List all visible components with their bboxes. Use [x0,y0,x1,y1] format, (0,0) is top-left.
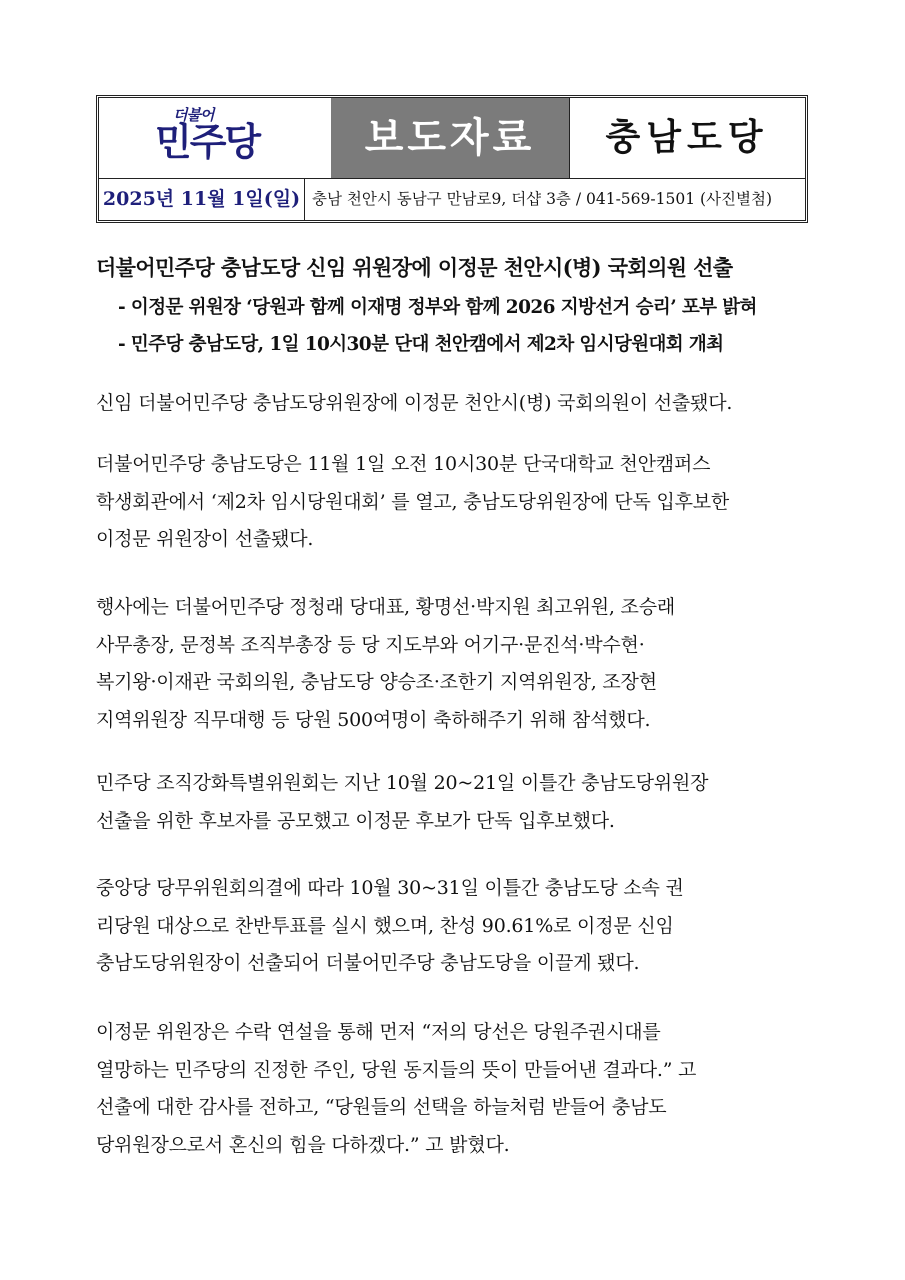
paragraph-line: 이정문 위원장이 선출됐다. [96,528,314,550]
body-paragraph-5 [96,870,812,983]
header-top-row [99,98,805,179]
body-paragraph-1 [96,385,812,423]
release-date: 2025년 11월 1일(일) [102,188,301,210]
body-paragraph-4 [96,765,812,840]
paragraph-line: 사무총장, 문정복 조직부총장 등 당 지도부와 어기구·문진석·박수현· [96,633,645,656]
paragraph-line: 중앙당 당무위원회의결에 따라 10월 30~31일 이틀간 충남도당 소속 권 [96,877,684,899]
paragraph-line: 선출에 대한 감사를 전하고, “당원들의 선택을 하늘처럼 받들어 충남도 [96,1096,667,1118]
paragraph-line: 충남도당위원장이 선출되어 더불어민주당 충남도당을 이끌게 됐다. [96,952,640,974]
address-cell [304,178,805,220]
org-cell [569,98,805,178]
paragraph-line: 지역위원장 직무대행 등 당원 500여명이 축하해주기 위해 참석했다. [96,708,651,731]
paragraph-line: 리당원 대상으로 찬반투표를 실시 했으며, 찬성 90.61%로 이정문 신임 [96,914,674,937]
paragraph-line: 신임 더불어민주당 충남도당위원장에 이정문 천안시(병) 국회의원이 선출됐다. [96,392,733,414]
logo-small-text: 더불어 [173,106,214,124]
body-paragraph-6 [96,1014,812,1164]
paragraph-line: 민주당 조직강화특별위원회는 지난 10월 20~21일 이틀간 충남도당위원장 [96,772,709,794]
doc-type-cell [331,98,570,178]
paragraph-line: 선출을 위한 후보자를 공모했고 이정문 후보가 단독 입후보했다. [96,809,615,832]
header-table [96,95,808,223]
org-name: 충남도당 [605,117,769,158]
body-paragraph-3 [96,589,812,739]
paragraph-line: 복기왕·이재관 국회의원, 충남도당 양승조·조한기 지역위원장, 조장현 [96,671,657,693]
headline: 더불어민주당 충남도당 신임 위원장에 이정문 천안시(병) 국회의원 선출 [96,255,733,280]
office-address: 충남 천안시 동남구 만남로9, 더샵 3층 / 041-569-1501 (사진별첨) [312,190,772,208]
subheadline-1: - 이정문 위원장 ‘당원과 함께 이재명 정부와 함께 2026 지방선거 승리’ 포부 밝혀 [118,297,757,318]
paragraph-line: 당위원장으로서 혼신의 힘을 다하겠다.” 고 밝혔다. [96,1133,510,1156]
logo-main-text: 민주당 [155,120,260,164]
date-cell [99,178,305,220]
subheadline-2: - 민주당 충남도당, 1일 10시30분 단대 천안캠에서 제2차 임시당원대회 개최 [118,334,724,355]
paragraph-line: 학생회관에서 ‘제2차 임시당원대회’ 를 열고, 충남도당위원장에 단독 입후보한 [96,490,730,513]
paragraph-line: 더불어민주당 충남도당은 11월 1일 오전 10시30분 단국대학교 천안캠퍼스 [96,453,711,475]
doc-type-title: 보도자료 [364,115,536,161]
body-paragraph-2 [96,446,812,559]
paragraph-line: 이정문 위원장은 수락 연설을 통해 먼저 “저의 당선은 당원주권시대를 [96,1021,661,1043]
paragraph-line: 열망하는 민주당의 진정한 주인, 당원 동지들의 뜻이 만들어낸 결과다.” 고 [96,1058,697,1081]
paragraph-line: 행사에는 더불어민주당 정청래 당대표, 황명선·박지원 최고위원, 조승래 [96,596,676,618]
party-logo [99,98,332,178]
header-bottom-row [99,178,805,220]
